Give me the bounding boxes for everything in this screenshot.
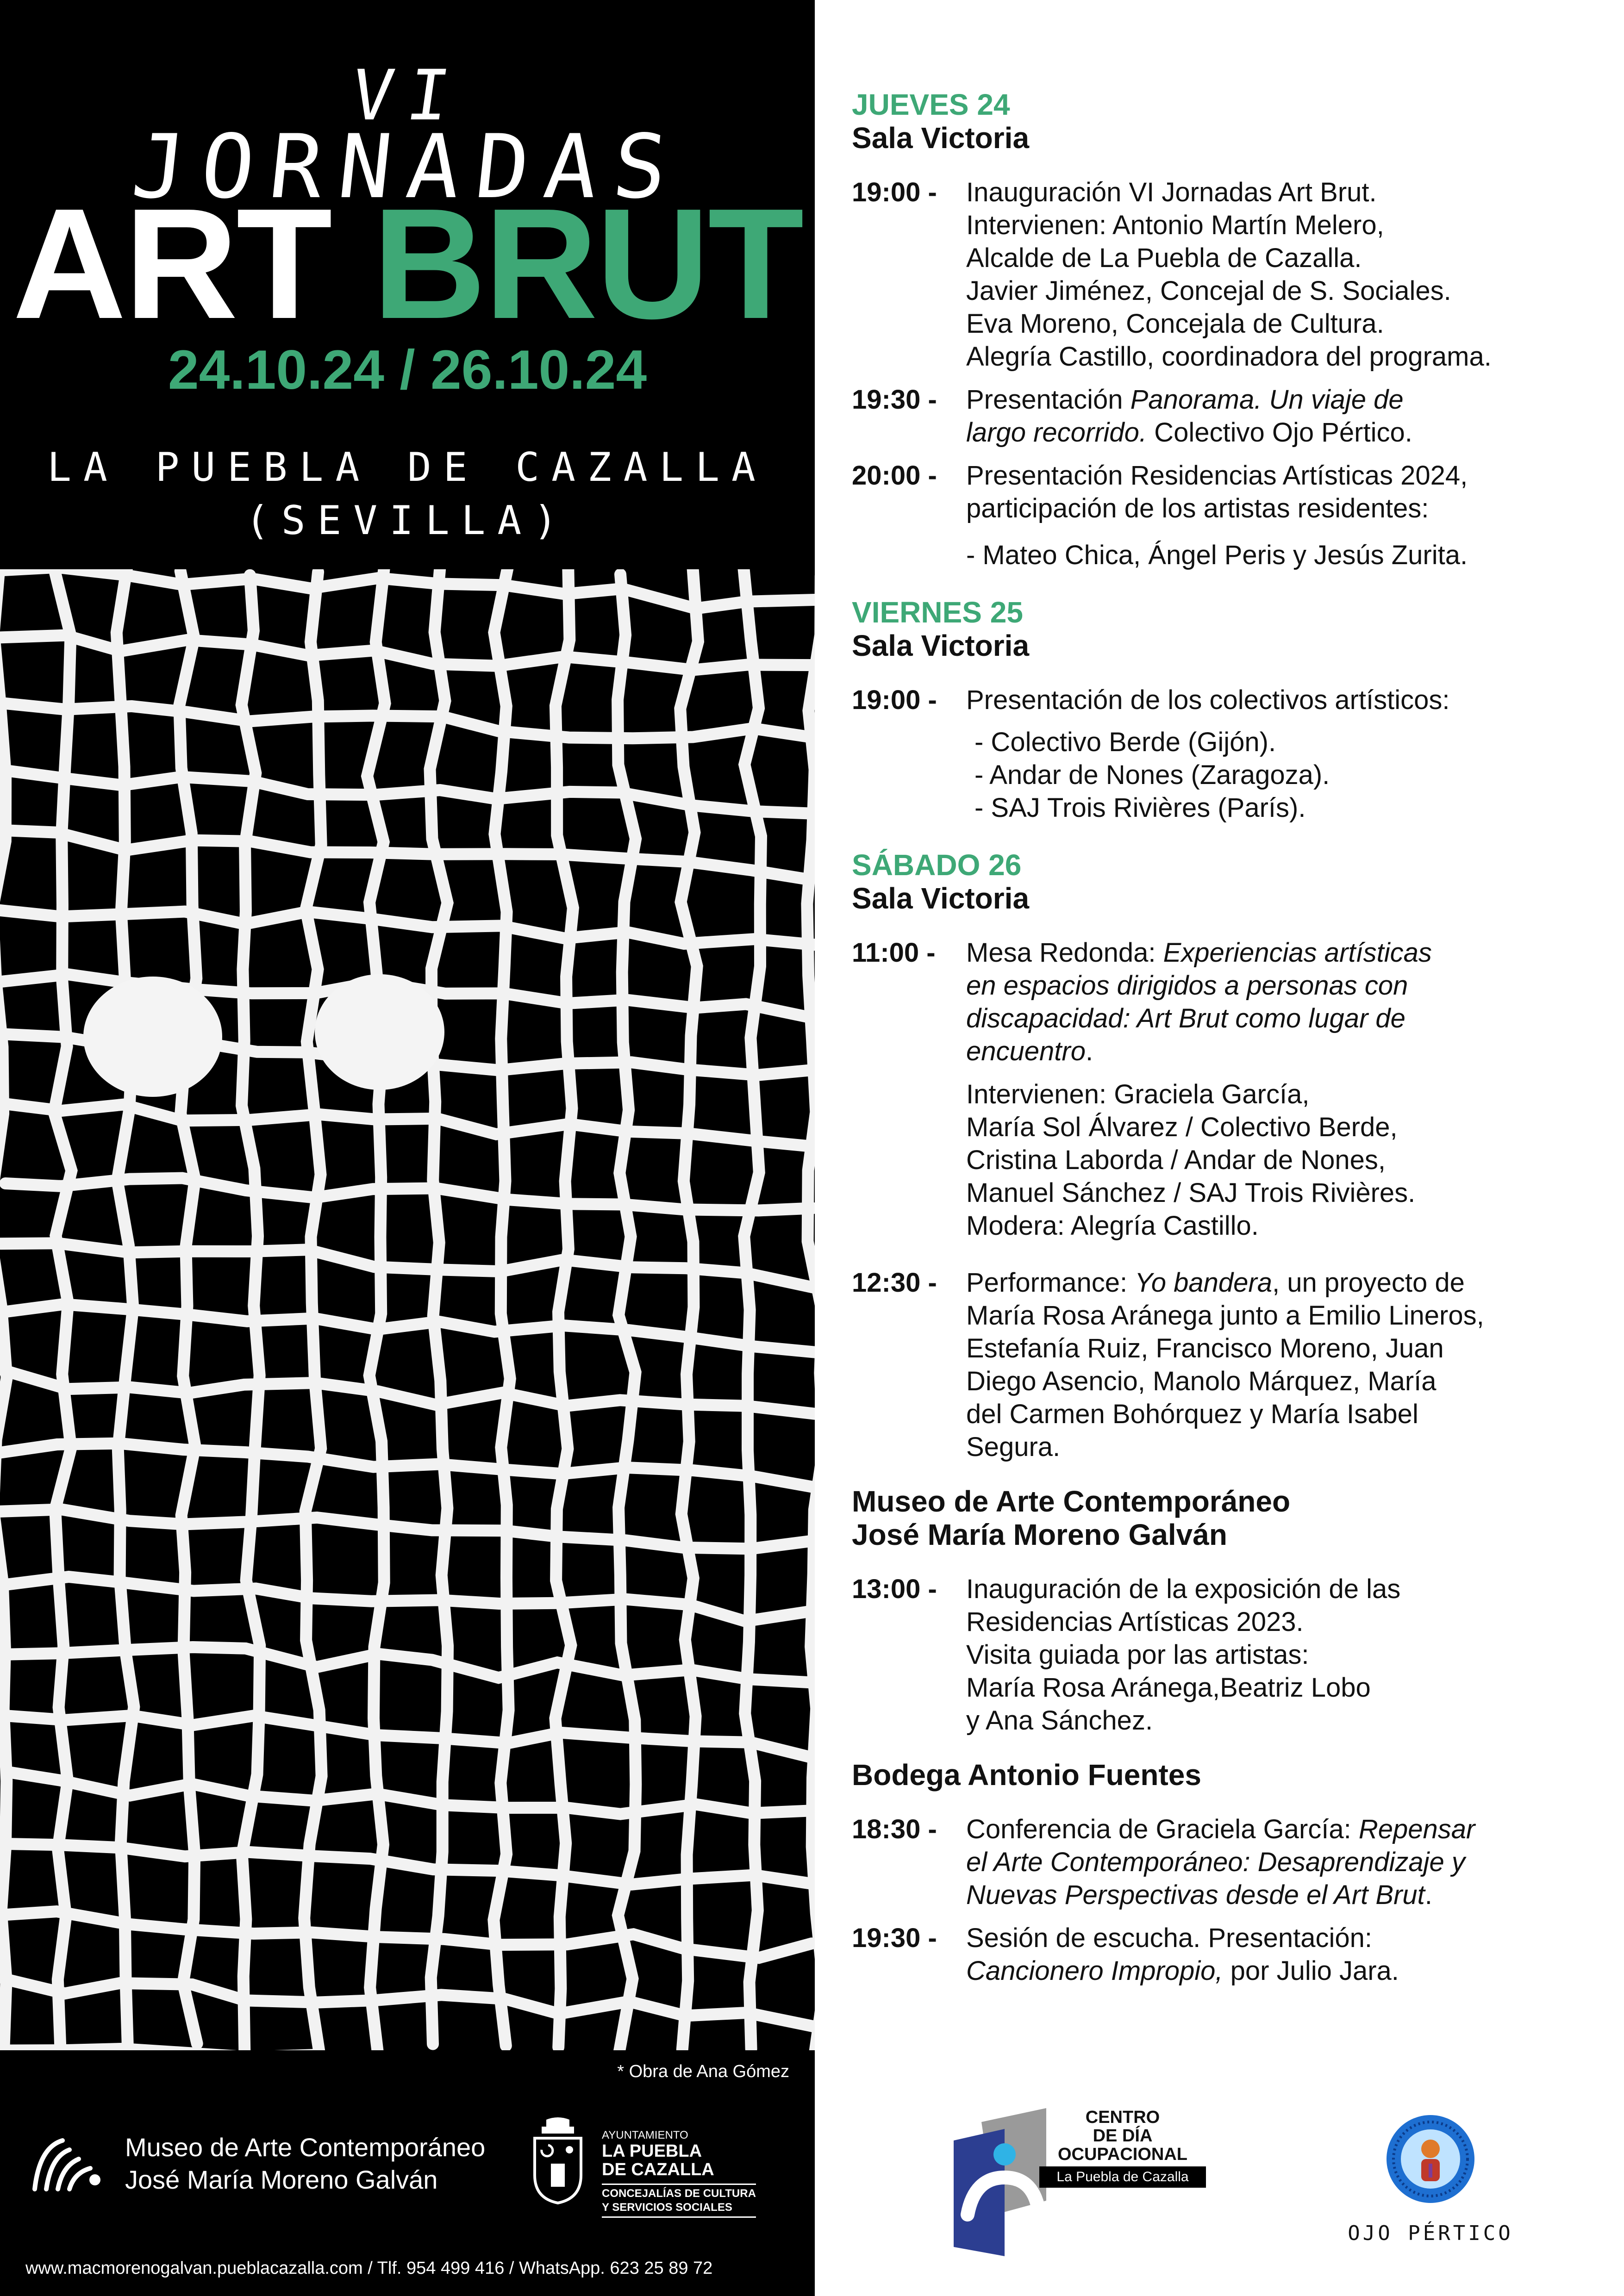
ayto-label: AYUNTAMIENTO (602, 2129, 688, 2141)
venue-viernes: Sala Victoria (852, 629, 1030, 662)
event-text: . (1085, 1036, 1093, 1066)
event-line (966, 1266, 1593, 1299)
ayto-departments (602, 2184, 756, 2218)
edition-numeral: VI (346, 56, 469, 136)
centro-line2: DE DÍA (1093, 2126, 1153, 2146)
centro-dia-logo-icon (954, 2108, 1051, 2256)
centro-line1: CENTRO (1085, 2108, 1160, 2127)
event-sabado-1230 (852, 1266, 1593, 1463)
event-time: 20:00 - (852, 460, 937, 491)
event-title-italic: Yo bandera (1135, 1268, 1272, 1298)
artwork-credit: * Obra de Ana Gómez (617, 2062, 789, 2081)
event-line: Inauguración de la exposición de las (966, 1574, 1401, 1604)
event-line: y Ana Sánchez. (966, 1705, 1153, 1736)
event-line: Segura. (966, 1432, 1061, 1462)
artwork-line (242, 575, 260, 2050)
event-line: María Rosa Aránega,Beatriz Lobo (966, 1673, 1371, 1703)
event-line: del Carmen Bohórquez y María Isabel (966, 1399, 1418, 1429)
venue-sabado: Sala Victoria (852, 882, 1030, 915)
event-line: Modera: Alegría Castillo. (966, 1211, 1259, 1241)
event-dates: 24.10.24 / 26.10.24 (168, 339, 647, 401)
ayto-name-line1: LA PUEBLA (602, 2141, 702, 2161)
event-text: Conferencia de Graciela García: (966, 1814, 1359, 1844)
event-line (966, 383, 1593, 416)
event-title (0, 176, 815, 352)
event-line: Estefanía Ruiz, Francisco Moreno, Juan (966, 1333, 1444, 1363)
artwork-blob (315, 974, 444, 1090)
event-line: Javier Jiménez, Concejal de S. Sociales. (966, 276, 1451, 306)
artwork-line (0, 575, 7, 2050)
event-viernes-1900 (852, 684, 1593, 716)
event-line: Manuel Sánchez / SAJ Trois Rivières. (966, 1178, 1416, 1208)
ojo-pertico-name: OJO PÉRTICO (1348, 2221, 1513, 2245)
event-line: Sesión de escucha. Presentación: (966, 1923, 1372, 1953)
event-text: Performance: (966, 1268, 1135, 1298)
event-line (966, 936, 1593, 969)
event-sabado-1100 (852, 936, 1593, 1242)
artwork-line (807, 576, 815, 2050)
artwork-line (743, 569, 761, 2049)
venue-jueves: Sala Victoria (852, 121, 1030, 155)
day-heading-viernes: VIERNES 25 (852, 596, 1023, 629)
venue-bodega: Bodega Antonio Fuentes (852, 1758, 1201, 1792)
list-item: - Andar de Nones (Zaragoza). (974, 760, 1330, 790)
event-line: Inauguración VI Jornadas Art Brut. (966, 177, 1377, 207)
list-item: - SAJ Trois Rivières (París). (974, 793, 1306, 823)
event-line (966, 1879, 1593, 1911)
artwork-line (493, 569, 510, 2046)
event-text: Mesa Redonda: (966, 938, 1163, 968)
event-title-italic: Nuevas Perspectivas desde el Art Brut (966, 1880, 1425, 1910)
event-line: Intervienen: Antonio Martín Melero, (966, 210, 1384, 240)
event-line: Intervienen: Graciela García, (966, 1079, 1310, 1109)
event-line (966, 1002, 1593, 1035)
ayto-dept-line1: CONCEJALÍAS DE CULTURA (602, 2187, 756, 2200)
ayto-dept-line2: Y SERVICIOS SOCIALES (602, 2201, 732, 2214)
event-line (966, 969, 1593, 1002)
artwork-line (680, 569, 698, 2049)
event-time: 18:30 - (852, 1814, 937, 1844)
venue-museo-line2: José María Moreno Galván (852, 1518, 1227, 1551)
event-time: 13:00 - (852, 1574, 937, 1604)
grid-artwork (0, 569, 815, 2050)
museum-logo-icon (25, 2129, 109, 2198)
event-title-italic: Cancionero Impropio, (966, 1956, 1223, 1986)
event-bodega-1930 (852, 1922, 1593, 1987)
day-heading-jueves: JUEVES 24 (852, 88, 1010, 121)
event-time: 11:00 - (852, 938, 936, 968)
town-hall-logo-text (602, 2129, 756, 2218)
event-text: , un proyecto de (1272, 1268, 1465, 1298)
event-title-italic: Experiencias artísticas (1163, 938, 1432, 968)
event-jueves-2000 (852, 459, 1593, 525)
title-brut: BRUT (372, 176, 802, 352)
event-line: Cristina Laborda / Andar de Nones, (966, 1145, 1386, 1175)
event-title-italic: Repensar (1358, 1814, 1475, 1844)
event-line: Presentación de los colectivos artísticos: (966, 685, 1450, 715)
centro-band: La Puebla de Cazalla (1039, 2166, 1206, 2188)
event-text: Colectivo Ojo Pértico. (1147, 417, 1412, 448)
museum-name-line1: Museo de Arte Contemporáneo (125, 2133, 486, 2162)
event-line: Eva Moreno, Concejala de Cultura. (966, 309, 1384, 339)
event-title-italic: discapacidad: Art Brut como lugar de (966, 1003, 1405, 1033)
province-name: (SEVILLA) (245, 498, 569, 544)
event-line: María Rosa Aránega junto a Emilio Lineros, (966, 1300, 1484, 1331)
event-title-italic: en espacios dirigidos a personas con (966, 971, 1408, 1001)
event-line (966, 1035, 1593, 1068)
event-text: . (1424, 1880, 1432, 1910)
ojo-pertico-logo-icon (1384, 2113, 1477, 2205)
program-schedule (852, 88, 1593, 1997)
artwork-line (179, 571, 197, 2044)
centro-dia-logo-text (1039, 2108, 1206, 2188)
event-line (966, 1846, 1593, 1879)
event-text: por Julio Jara. (1223, 1956, 1399, 1986)
event-time: 19:30 - (852, 1923, 937, 1953)
artwork-blob (83, 977, 222, 1097)
title-art: ART (12, 176, 331, 352)
venue-museo-line1: Museo de Arte Contemporáneo (852, 1485, 1291, 1518)
museum-name (125, 2131, 485, 2196)
event-line: Visita guiada por las artistas: (966, 1640, 1309, 1670)
event-line (966, 1813, 1593, 1846)
event-title-italic: Panorama. Un viaje de (1130, 385, 1404, 415)
event-title-italic: encuentro (966, 1036, 1086, 1066)
event-line: Alcalde de La Puebla de Cazalla. (966, 243, 1362, 273)
event-line (966, 416, 1593, 449)
contact-info: www.macmorenogalvan.pueblacazalla.com / Tlf. 954 499 416 / WhatsApp. 623 25 89 72 (25, 2259, 713, 2278)
event-time: 12:30 - (852, 1268, 937, 1298)
event-text: Presentación (966, 385, 1131, 415)
event-bodega-1830 (852, 1813, 1593, 1911)
day-heading-sabado: SÁBADO 26 (852, 848, 1022, 882)
event-title-italic: el Arte Contemporáneo: Desaprendizaje y (966, 1847, 1465, 1877)
museum-name-line2: José María Moreno Galván (125, 2165, 438, 2194)
centro-line3: OCUPACIONAL (1057, 2145, 1188, 2164)
event-title-italic: largo recorrido. (966, 417, 1147, 448)
event-museo-1300 (852, 1573, 1593, 1737)
event-time: 19:00 - (852, 685, 937, 715)
artwork-strokes (0, 569, 815, 2050)
town-name: LA PUEBLA DE CAZALLA (47, 444, 768, 491)
event-line: Presentación Residencias Artísticas 2024, (966, 460, 1468, 491)
list-item: - Colectivo Berde (Gijón). (974, 727, 1276, 757)
event-time: 19:00 - (852, 177, 937, 207)
residents-list: - Mateo Chica, Ángel Peris y Jesús Zurita. (966, 540, 1468, 570)
event-time: 19:30 - (852, 385, 937, 415)
town-shield-icon (530, 2117, 586, 2205)
ayto-name-line2: DE CAZALLA (602, 2160, 714, 2179)
event-line: María Sol Álvarez / Colectivo Berde, (966, 1112, 1398, 1142)
jornadas-heading: JORNADAS (127, 116, 688, 218)
event-line: Alegría Castillo, coordinadora del programa. (966, 342, 1492, 372)
event-jueves-1900 (852, 176, 1593, 373)
collectives-list (974, 726, 1593, 824)
event-line: Diego Asencio, Manolo Márquez, María (966, 1366, 1437, 1396)
event-line (966, 1954, 1593, 1987)
event-line: participación de los artistas residentes: (966, 493, 1429, 523)
event-jueves-1930 (852, 383, 1593, 449)
event-line: Residencias Artísticas 2023. (966, 1607, 1304, 1637)
